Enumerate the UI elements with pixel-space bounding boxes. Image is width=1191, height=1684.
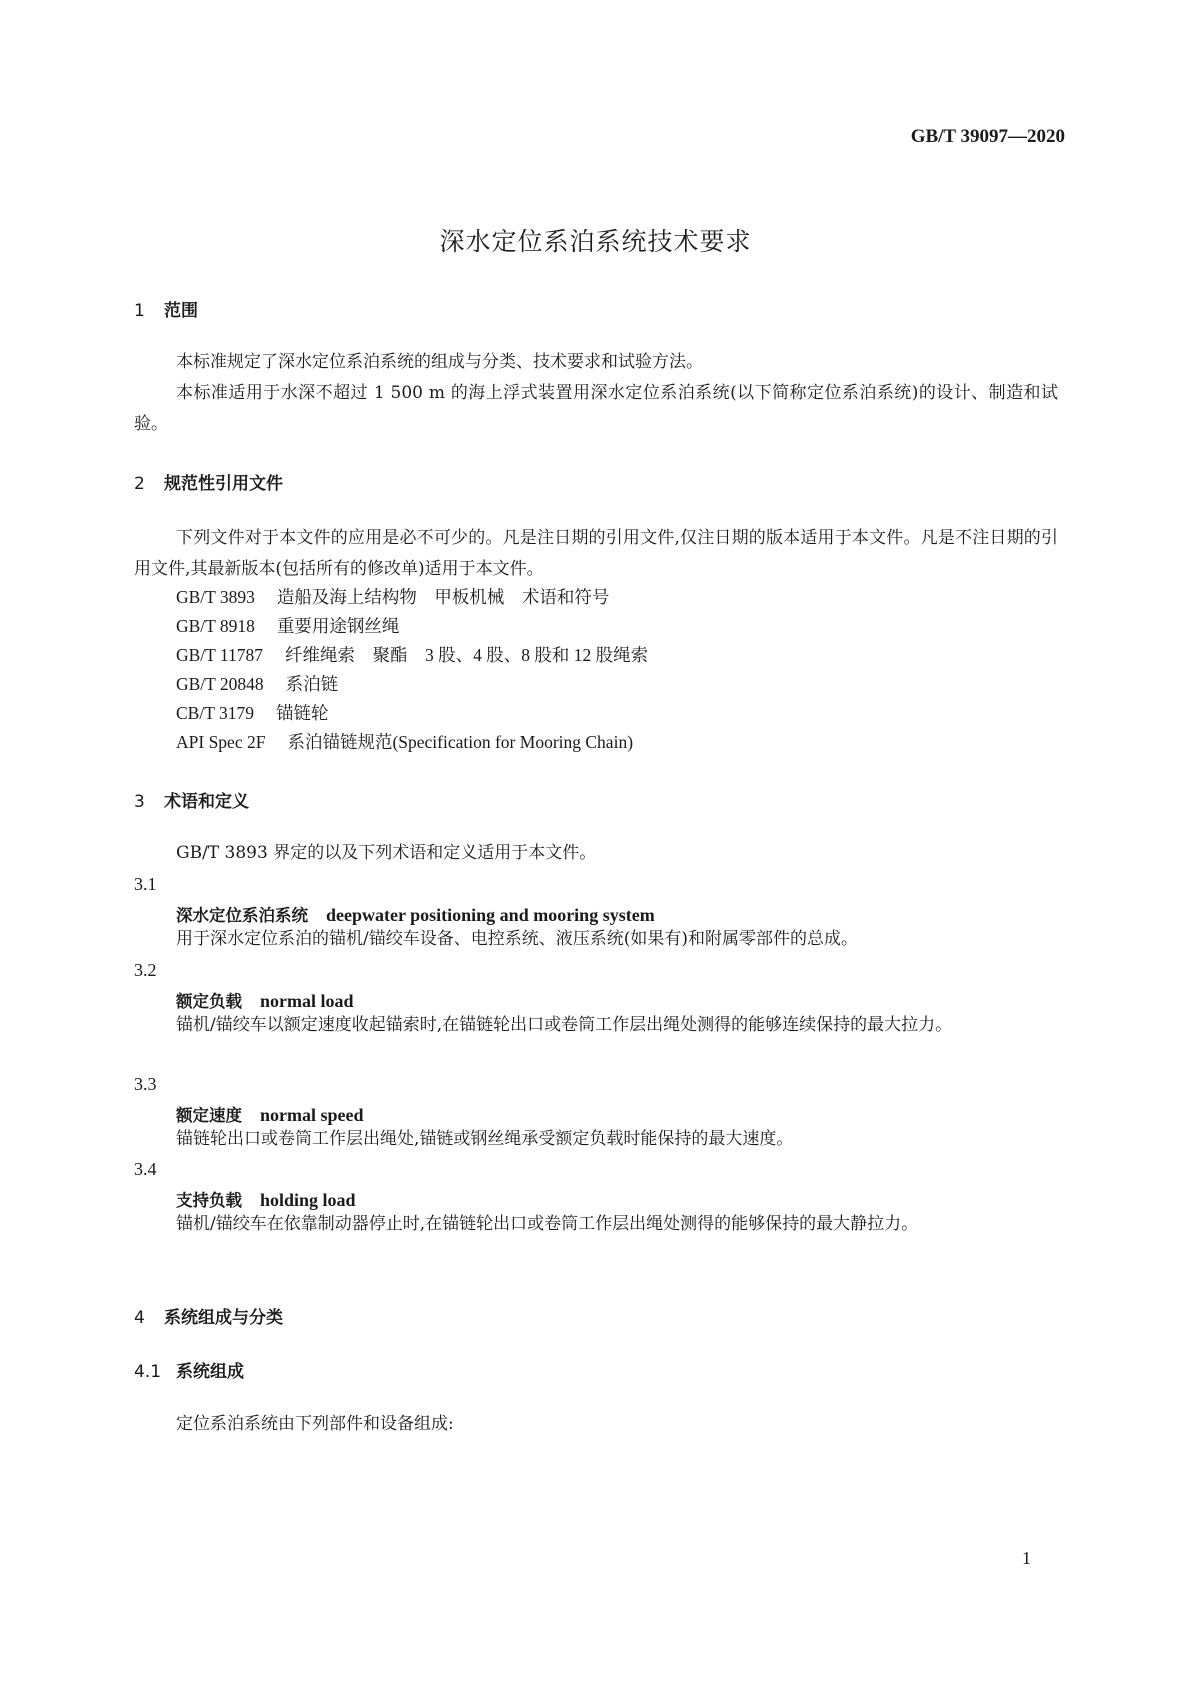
term-number: 3.4 — [134, 1159, 157, 1179]
reference-title: 造船及海上结构物 甲板机械 术语和符号 — [276, 587, 610, 607]
term-number: 3.1 — [134, 874, 157, 894]
reference-item — [176, 584, 609, 609]
section-title: 规范性引用文件 — [164, 474, 283, 494]
section-number: 1 — [134, 301, 145, 321]
reference-title: 系泊锚链规范(Specification for Mooring Chain) — [287, 732, 634, 752]
term-name-en: normal load — [260, 991, 354, 1011]
reference-title: 纤维绳索 聚酯 3 股、4 股、8 股和 12 股绳索 — [285, 645, 649, 665]
reference-item — [176, 642, 648, 667]
terms-intro: GB/T 3893 界定的以及下列术语和定义适用于本文件。 — [176, 843, 597, 863]
reference-code: GB/T 11787 — [176, 645, 264, 665]
term-name-zh: 深水定位系泊系统 — [176, 906, 308, 925]
term-name-en: deepwater positioning and mooring system — [326, 905, 655, 925]
reference-code: GB/T 20848 — [176, 674, 264, 694]
term-definition: 锚链轮出口或卷筒工作层出绳处,锚链或钢丝绳承受额定负载时能保持的最大速度。 — [176, 1129, 794, 1149]
subsection-4-1-heading — [134, 1357, 244, 1382]
section-1-heading — [134, 296, 198, 321]
section-title: 术语和定义 — [164, 792, 249, 812]
system-composition-text: 定位系泊系统由下列部件和设备组成: — [176, 1414, 454, 1434]
term-name — [176, 1102, 364, 1126]
section-title: 范围 — [164, 301, 198, 321]
reference-title: 锚链轮 — [275, 703, 329, 723]
term-name-zh: 支持负载 — [176, 1191, 242, 1210]
term-name-en: holding load — [260, 1190, 356, 1210]
term-definition: 锚机/锚绞车以额定速度收起锚索时,在锚链轮出口或卷筒工作层出绳处测得的能够连续保持的最大拉力。 — [176, 1015, 953, 1035]
reference-code: GB/T 8918 — [176, 616, 255, 636]
section-number: 3 — [134, 792, 145, 812]
section-title: 系统组成与分类 — [164, 1308, 283, 1328]
subsection-title: 系统组成 — [176, 1362, 244, 1382]
subsection-number: 4.1 — [134, 1362, 162, 1382]
section-3-heading — [134, 787, 249, 812]
term-name-zh: 额定负载 — [176, 992, 242, 1011]
page-number: 1 — [1022, 1548, 1031, 1568]
reference-item — [176, 729, 633, 754]
term-definition: 用于深水定位系泊的锚机/锚绞车设备、电控系统、液压系统(如果有)和附属零部件的总成。 — [176, 929, 858, 949]
term-name-en: normal speed — [260, 1105, 364, 1125]
reference-code: API Spec 2F — [176, 732, 266, 752]
document-title: 深水定位系泊系统技术要求 — [439, 227, 752, 256]
term-name — [176, 988, 354, 1012]
term-name-zh: 额定速度 — [176, 1106, 242, 1125]
reference-code: GB/T 3893 — [176, 587, 255, 607]
section-2-heading — [134, 469, 283, 494]
reference-item — [176, 671, 338, 696]
term-name — [176, 902, 655, 926]
reference-item — [176, 613, 399, 638]
section-number: 4 — [134, 1308, 145, 1328]
reference-code: CB/T 3179 — [176, 703, 254, 723]
scope-paragraph-1: 本标准规定了深水定位系泊系统的组成与分类、技术要求和试验方法。 — [176, 352, 703, 372]
reference-title: 系泊链 — [285, 674, 339, 694]
term-number: 3.3 — [134, 1074, 157, 1094]
reference-title: 重要用途钢丝绳 — [276, 616, 400, 636]
section-number: 2 — [134, 474, 145, 494]
standard-code: GB/T 39097—2020 — [910, 126, 1065, 147]
term-name — [176, 1187, 356, 1211]
term-definition: 锚机/锚绞车在依靠制动器停止时,在锚链轮出口或卷筒工作层出绳处测得的能够保持的最大静拉力。 — [176, 1214, 919, 1234]
scope-paragraph-2: 本标准适用于水深不超过 1 500 m 的海上浮式装置用深水定位系泊系统(以下简称定位系泊系统)的设计、制造和试验。 — [134, 383, 1058, 434]
reference-item — [176, 700, 328, 725]
normative-references-intro: 下列文件对于本文件的应用是必不可少的。凡是注日期的引用文件,仅注日期的版本适用于本文件。凡是不注日期的引用文件,其最新版本(包括所有的修改单)适用于本文件。 — [134, 528, 1058, 579]
term-number: 3.2 — [134, 960, 157, 980]
section-4-heading — [134, 1303, 283, 1328]
